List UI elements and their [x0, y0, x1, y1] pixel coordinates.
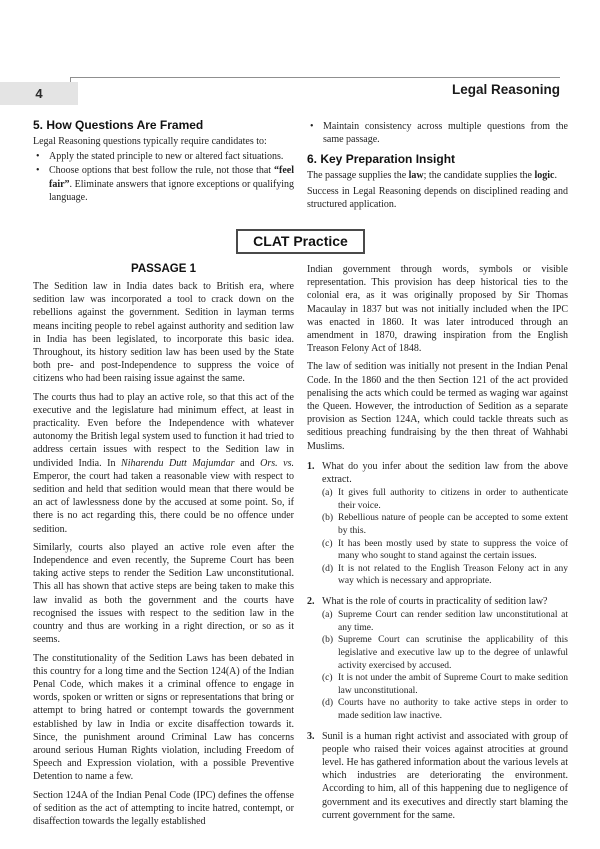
header-rule [70, 77, 560, 78]
option-text: Supreme Court can scrutinise the applicability of this legislative and executive law up to the degree of unlawful activity exercised by accused. [338, 635, 568, 671]
passage-paragraph: Similarly, courts also played an active role even after the Independence and even recently, the Supreme Court has been taking active steps to render the Sedition Law unconstitutional. This all has shown that active steps are being taken to make this law invalid as both the government and the courts have recognised the issues with respect to the sedition law in the country and thus are working in a right direction, or so as it seems. [33, 541, 294, 646]
option-a [322, 487, 568, 512]
question-3 [307, 730, 568, 823]
section-5-heading: 5. How Questions Are Framed [33, 118, 204, 132]
case-name-italic: Ors. vs. [260, 457, 294, 469]
passage-paragraph: The law of sedition was initially not present in the Indian Penal Code. In the 1860 and the then Section 121 of the act provided penalising the acts which could be termed as waging war against the Queen. However, the introduction of Sedition as a separate provision as Section 124A, which could tackle threats such as seditious preaching fundraising by the then threat of Wahhabi Muslims. [307, 361, 568, 452]
option-text: It is not under the ambit of Supreme Court to make sedition law unconstitutional. [338, 673, 568, 696]
option-text: It is not related to the English Treason Felony act in any way which is necessary and appropriate. [338, 563, 568, 587]
option-text: It has been mostly used by state to suppress the voice of many who sought to stand against the certain issues. [338, 538, 568, 562]
question-text: Sunil is a human right activist and associated with group of people who raised their voices against atrocities at ground level. He has gathered information about the various levels at which industries are deteriorating the environment. According to him, all of this happening due to negligence of government and its executives and directly start blaming the current government for the same. [322, 730, 568, 821]
option-label: (c) [322, 538, 333, 549]
passage-paragraph: The Sedition law in India dates back to British era, where sedition law was incorporated a tool to crack down on the rebellions against the government. Sedition in layman terms means inciting people to rebel against authority and sedition law in India has been legislated, to incorporate this basic idea. Throughout, its history sedition law has been used by the State both pre- and post-Independence to suppress the voice of citizens who had been raising issue against the same. [33, 281, 294, 385]
question-number: 2. [307, 596, 315, 608]
section-6-heading: 6. Key Preparation Insight [307, 152, 456, 167]
passage-paragraph: Section 124A of the Indian Penal Code (IPC) defines the offense of sedition as the act of attempting to incite hatred, contempt, or disaffection towards the legally established [33, 789, 294, 827]
page-number-tab [0, 82, 78, 105]
section-6-paragraph: Success in Legal Reasoning depends on disciplined reading and structured application. [307, 185, 568, 210]
text-bold-law: law [408, 170, 424, 182]
question-body [322, 595, 568, 723]
section-6-paragraph [307, 169, 568, 182]
option-label: (a) [322, 488, 333, 499]
question-text: What do you infer about the sedition law from the above extract. [322, 460, 568, 486]
page-title: Legal Reasoning [451, 82, 560, 97]
passage-section [33, 263, 568, 833]
option-d [322, 563, 568, 588]
clat-practice-box: CLAT Practice [236, 229, 365, 254]
option-d [322, 697, 568, 722]
section-5-lead: Legal Reasoning questions typically require candidates to: [33, 136, 267, 147]
passage-paragraph [33, 391, 294, 536]
bullet-text-bold: “feel fair” [49, 165, 294, 190]
bullet-icon: • [36, 151, 40, 163]
question-text: What is the role of courts in practicality of sedition law? [322, 596, 548, 608]
option-text: Courts have no authority to take active steps in order to made sedition law inactive. [338, 698, 568, 721]
bullet-text [49, 164, 294, 204]
intro-right-column [307, 118, 568, 216]
question-body [322, 460, 568, 588]
option-b [322, 512, 568, 537]
passage-right-column [307, 263, 568, 833]
page-content [33, 118, 568, 833]
paragraph-text: Emperor, the court had taken a reasonable view with respect to sedition and held that sedition would mean that there would be an act of lawlessness done by the accused at some point. So, if there is no act regarding this, there could be no offence under sedition. [33, 470, 294, 535]
bullet-icon: • [36, 165, 40, 177]
bullet-item [33, 164, 294, 204]
text-pre: The passage supplies the [307, 170, 409, 182]
text-bold-logic: logic [534, 170, 555, 182]
passage-heading: PASSAGE 1 [131, 263, 196, 276]
option-text: Rebellious nature of people can be accepted to some extent by this. [338, 513, 568, 537]
question-number: 3. [307, 730, 315, 742]
question-2 [307, 595, 568, 723]
page-number: 4 [35, 86, 43, 101]
option-b [322, 634, 568, 672]
option-label: (b) [322, 635, 334, 646]
option-text: Supreme Court can render sedition law unconstitutional at any time. [338, 610, 568, 633]
option-label: (d) [322, 698, 334, 709]
question-number: 1. [307, 460, 315, 472]
question-1 [307, 460, 568, 588]
text-mid: ; the candidate supplies the [423, 170, 535, 182]
passage-paragraph: The constitutionality of the Sedition Laws has been debated in this country for a long time and the Section 124(A) of the Indian Penal Code, which makes it a criminal offence to engage in words, spoken or written or signs or representations that bring or attempt to bring hatred or contempt towards the government established by law in India or excite disaffection towards it. Since, the punishment around Criminal Law has concerns around serious Human Rights violation, including Freedom of Speech and Expression violation, with a possible Preventive Detention to name a few. [33, 652, 294, 783]
passage-paragraph: Indian government through words, symbols or visible representation. This provision has deep historical ties to the colonial era, as it was originally proposed by Sir Thomas Macaulay in 1837 but was not initially included when the IPC was enacted in 1860. It was later introduced through an amendment in 1870, drawing inspiration from the English Treason Felony Act of 1848. [307, 264, 568, 355]
bullet-text-post: . Eliminate answers that ignore exceptions or qualifying language. [49, 178, 294, 203]
intro-section [33, 118, 568, 216]
intro-left-column [33, 118, 294, 216]
case-name-italic: Niharendu Dutt Majumdar [121, 457, 235, 469]
option-label: (c) [322, 673, 333, 684]
option-label: (a) [322, 610, 333, 621]
option-a [322, 609, 568, 634]
text-post: . [554, 170, 557, 182]
bullet-icon: • [310, 121, 314, 132]
option-c [322, 538, 568, 563]
option-c [322, 672, 568, 697]
option-text: It gives full authority to citizens in order to authenticate their voice. [338, 488, 568, 511]
question-body [322, 730, 568, 823]
bullet-item [33, 150, 294, 163]
bullet-text-pre: Choose options that best follow the rule, not those that [49, 165, 274, 177]
bullet-item [307, 120, 568, 146]
paragraph-text: and [234, 457, 261, 469]
paragraph-text: The courts thus had to play an active role, so that this act of the executive and the legislature had minimum effect, at least in practicality. Even before the Independence with whatever autonomy the British legal system used to function it had tried to address certain issues with respect to the Sedition law in undivided India. In [33, 391, 294, 469]
bullet-text: Apply the stated principle to new or altered fact situations. [49, 151, 284, 163]
practice-box-wrap [33, 229, 568, 254]
bullet-text: Maintain consistency across multiple questions from the same passage. [323, 121, 568, 146]
option-label: (d) [322, 563, 334, 574]
option-label: (b) [322, 513, 334, 524]
passage-left-column [33, 263, 294, 833]
